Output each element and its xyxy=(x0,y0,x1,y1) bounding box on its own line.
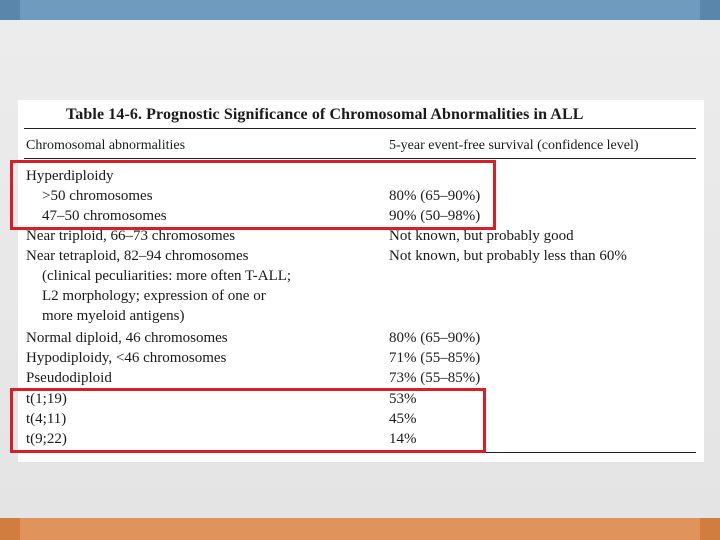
table-title: Table 14-6. Prognostic Significance of Chromosomal Abnormalities in ALL xyxy=(66,106,584,123)
top-accent-band xyxy=(0,0,720,20)
abnormality-cell: L2 morphology; expression of one or xyxy=(42,288,266,304)
header-rule xyxy=(24,158,696,159)
survival-cell: Not known, but probably less than 60% xyxy=(389,248,627,264)
survival-cell: 73% (55–85%) xyxy=(389,370,481,386)
abnormality-cell: Pseudodiploid xyxy=(26,370,112,386)
table-row xyxy=(18,431,704,451)
table-row xyxy=(18,391,704,411)
table-row xyxy=(18,288,704,308)
table-row xyxy=(18,248,704,268)
abnormality-cell: t(1;19) xyxy=(26,391,67,407)
table-row xyxy=(18,350,704,370)
survival-cell: 45% xyxy=(389,411,417,427)
abnormality-cell: t(9;22) xyxy=(26,431,67,447)
bottom-rule xyxy=(24,452,696,453)
table-row xyxy=(18,411,704,431)
abnormality-cell: Hypodiploidy, <46 chromosomes xyxy=(26,350,227,366)
table-figure xyxy=(18,100,704,462)
bottom-left-accent-square xyxy=(0,518,20,540)
abnormality-cell: Near triploid, 66–73 chromosomes xyxy=(26,228,236,244)
abnormality-cell: >50 chromosomes xyxy=(42,188,153,204)
survival-cell: Not known, but probably good xyxy=(389,228,574,244)
survival-cell: 90% (50–98%) xyxy=(389,208,481,224)
table-row xyxy=(18,308,704,328)
abnormality-cell: 47–50 chromosomes xyxy=(42,208,167,224)
abnormality-cell: more myeloid antigens) xyxy=(42,308,185,324)
column-header-abnormalities: Chromosomal abnormalities xyxy=(26,138,186,153)
table-row xyxy=(18,188,704,208)
bottom-accent-band xyxy=(0,518,720,540)
abnormality-cell: Near tetraploid, 82–94 chromosomes xyxy=(26,248,249,264)
survival-cell: 14% xyxy=(389,431,417,447)
survival-cell: 71% (55–85%) xyxy=(389,350,481,366)
top-rule xyxy=(24,128,696,129)
survival-cell: 80% (65–90%) xyxy=(389,188,481,204)
survival-cell: 53% xyxy=(389,391,417,407)
abnormality-cell: Normal diploid, 46 chromosomes xyxy=(26,330,228,346)
table-row xyxy=(18,370,704,390)
abnormality-cell: Hyperdiploidy xyxy=(26,168,114,184)
top-right-accent-square xyxy=(700,0,720,20)
table-row xyxy=(18,268,704,288)
abnormality-cell: t(4;11) xyxy=(26,411,67,427)
table-row xyxy=(18,208,704,228)
abnormality-cell: (clinical peculiarities: more often T-ALL; xyxy=(42,268,292,284)
table-row xyxy=(18,168,704,188)
bottom-right-accent-square xyxy=(700,518,720,540)
top-left-accent-square xyxy=(0,0,20,20)
column-header-survival: 5-year event-free survival (confidence level) xyxy=(389,138,639,153)
survival-cell: 80% (65–90%) xyxy=(389,330,481,346)
table-row xyxy=(18,228,704,248)
table-row xyxy=(18,330,704,350)
